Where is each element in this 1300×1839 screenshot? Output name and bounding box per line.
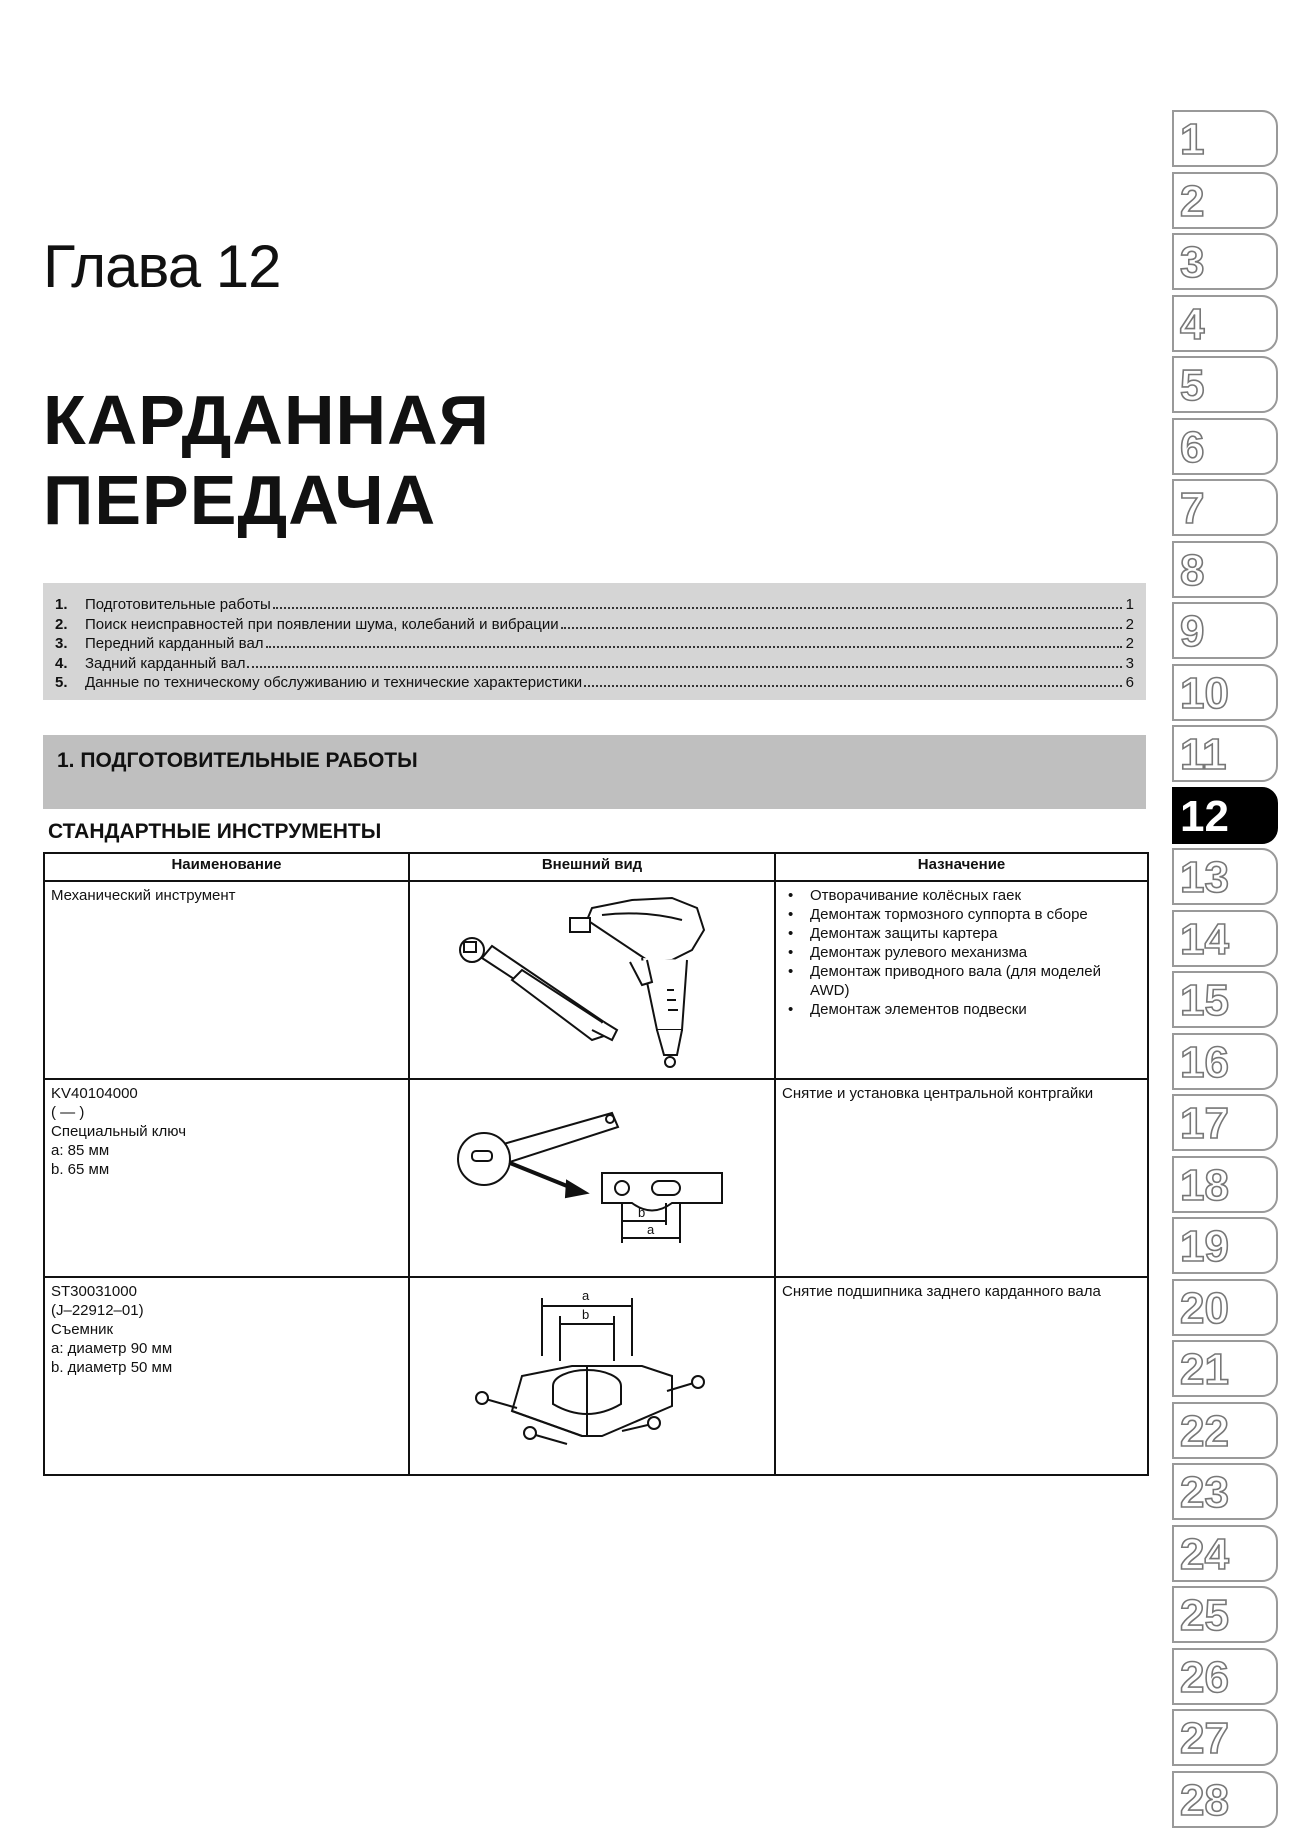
- chapter-tab-2[interactable]: [1172, 172, 1278, 229]
- toc-item-page: 3: [1125, 654, 1134, 672]
- purpose-list: [782, 886, 1141, 1019]
- toc-leader-dots: [273, 607, 1122, 609]
- chapter-tab-19[interactable]: [1172, 1217, 1278, 1274]
- chapter-tab-label: 22: [1180, 1406, 1229, 1456]
- row2-name: [44, 1079, 409, 1277]
- row2-image: [409, 1079, 775, 1277]
- chapter-tab-9[interactable]: [1172, 602, 1278, 659]
- toc-item-title: Подготовительные работы: [85, 596, 271, 613]
- chapter-tab-label: 4: [1180, 299, 1205, 349]
- row3-code: ST30031000: [51, 1283, 137, 1300]
- chapter-title-line2: ПЕРЕДАЧА: [43, 461, 437, 539]
- chapter-tab-label: 26: [1180, 1652, 1229, 1702]
- chapter-tab-11[interactable]: [1172, 725, 1278, 782]
- row3-dim-a: a: диаметр 90 мм: [51, 1340, 173, 1357]
- toc-leader-dots: [561, 627, 1122, 629]
- table-row: [44, 1277, 1148, 1475]
- chapter-tab-label: 6: [1180, 422, 1205, 472]
- special-wrench-illustration: [442, 1093, 742, 1263]
- toc-item[interactable]: [55, 595, 1134, 615]
- row1-purpose: [775, 881, 1148, 1079]
- row2-dim-b: b. 65 мм: [51, 1161, 110, 1178]
- table-row: [44, 881, 1148, 1079]
- row3-alt-code: (J–22912–01): [51, 1302, 144, 1319]
- list-item: • Отворачивание колёсных гаек: [804, 886, 1141, 905]
- chapter-tab-12[interactable]: [1172, 787, 1278, 844]
- chapter-tab-21[interactable]: [1172, 1340, 1278, 1397]
- toc-item-page: 6: [1125, 674, 1134, 691]
- toc-item[interactable]: [55, 654, 1134, 674]
- chapter-tab-label: 21: [1180, 1345, 1229, 1394]
- chapter-title-line1: КАРДАННАЯ: [43, 381, 490, 459]
- table-of-contents: [43, 583, 1146, 700]
- chapter-tab-25[interactable]: [1172, 1586, 1278, 1643]
- row2-dim-a: a: 85 мм: [51, 1142, 110, 1159]
- chapter-tab-16[interactable]: [1172, 1033, 1278, 1090]
- chapter-tab-1[interactable]: [1172, 110, 1278, 167]
- toc-item-title: Поиск неисправностей при появлении шума, колебаний и вибрации: [85, 615, 559, 633]
- list-item: • Демонтаж тормозного суппорта в сборе: [804, 905, 1141, 924]
- chapter-tab-4[interactable]: [1172, 295, 1278, 352]
- chapter-tab-26[interactable]: [1172, 1648, 1278, 1705]
- toc-item-title: Задний карданный вал: [85, 654, 246, 672]
- toc-item[interactable]: [55, 634, 1134, 654]
- chapter-tab-24[interactable]: [1172, 1525, 1278, 1582]
- chapter-tabs: [1172, 110, 1278, 1832]
- toc-item[interactable]: [55, 673, 1134, 693]
- row3-name: [44, 1277, 409, 1475]
- row2-fig-label-b: b: [638, 1205, 646, 1220]
- chapter-tab-label: 20: [1180, 1283, 1229, 1333]
- chapter-tab-label: 14: [1180, 914, 1229, 964]
- chapter-tab-23[interactable]: [1172, 1463, 1278, 1520]
- row2-alt-code: ( — ): [51, 1104, 85, 1121]
- chapter-tab-label: 27: [1180, 1714, 1229, 1763]
- chapter-tab-7[interactable]: [1172, 479, 1278, 536]
- row3-fig-label-b: b: [582, 1307, 590, 1322]
- chapter-tab-label: 2: [1180, 176, 1205, 226]
- chapter-tab-22[interactable]: [1172, 1402, 1278, 1459]
- list-item: • Демонтаж элементов подвески: [804, 1000, 1141, 1019]
- chapter-tab-label: 18: [1180, 1160, 1229, 1210]
- chapter-tab-8[interactable]: [1172, 541, 1278, 598]
- chapter-tab-label: 1: [1180, 115, 1205, 164]
- chapter-label: Глава 12: [43, 233, 281, 300]
- toc-item-number: 3.: [55, 635, 68, 652]
- toc-item-title: Передний карданный вал: [85, 635, 264, 652]
- row3-purpose: [775, 1277, 1148, 1475]
- chapter-tab-label: 15: [1180, 976, 1229, 1025]
- chapter-tab-label: 17: [1180, 1099, 1229, 1148]
- chapter-title: [43, 380, 490, 540]
- chapter-tab-label: 11: [1180, 730, 1227, 779]
- row3-image: [409, 1277, 775, 1475]
- row2-purpose: [775, 1079, 1148, 1277]
- toc-item-page: 1: [1125, 596, 1134, 613]
- list-item: • Демонтаж приводного вала (для моделей AWD): [804, 962, 1141, 1000]
- toc-item-title: Данные по техническому обслуживанию и технические характеристики: [85, 674, 583, 691]
- toc-leader-dots: [584, 685, 1122, 687]
- chapter-tab-label: 25: [1180, 1591, 1229, 1640]
- chapter-tab-13[interactable]: [1172, 848, 1278, 905]
- toc-item-number: 4.: [55, 654, 68, 672]
- chapter-tab-label: 10: [1180, 668, 1229, 718]
- section-header: [43, 735, 1146, 809]
- toc-item-number: 5.: [55, 674, 68, 691]
- header-purpose: Назначение: [775, 853, 1148, 881]
- row2-code: KV40104000: [51, 1085, 138, 1102]
- chapter-tab-label: 5: [1180, 361, 1205, 410]
- section-title: 1. ПОДГОТОВИТЕЛЬНЫЕ РАБОТЫ: [57, 749, 418, 772]
- row2-purpose-text: Снятие и установка центральной контргайки: [782, 1085, 1094, 1102]
- toc-leader-dots: [247, 666, 1122, 668]
- chapter-tab-label: 23: [1180, 1468, 1229, 1517]
- chapter-tab-27[interactable]: [1172, 1709, 1278, 1766]
- chapter-tab-14[interactable]: [1172, 910, 1278, 967]
- row1-name: [44, 881, 409, 1079]
- chapter-tab-17[interactable]: [1172, 1094, 1278, 1151]
- toc-item-number: 1.: [55, 596, 68, 613]
- chapter-tab-28[interactable]: [1172, 1771, 1278, 1828]
- row1-name-line: Механический инструмент: [51, 887, 236, 904]
- tools-table: [43, 852, 1149, 1476]
- chapter-tab-label: 12: [1180, 791, 1229, 841]
- chapter-tab-6[interactable]: [1172, 418, 1278, 475]
- list-item: • Демонтаж защиты картера: [804, 924, 1141, 943]
- chapter-tab-20[interactable]: [1172, 1279, 1278, 1336]
- chapter-tab-label: 9: [1180, 607, 1205, 656]
- chapter-tab-18[interactable]: [1172, 1156, 1278, 1213]
- chapter-tab-label: 16: [1180, 1037, 1229, 1087]
- chapter-tab-label: 28: [1180, 1775, 1229, 1825]
- toc-item-page: 2: [1125, 635, 1134, 652]
- chapter-tab-label: 7: [1180, 484, 1205, 533]
- chapter-tab-label: 19: [1180, 1222, 1229, 1271]
- chapter-tab-15[interactable]: [1172, 971, 1278, 1028]
- row3-tool-name: Съемник: [51, 1321, 114, 1338]
- header-appearance: Внешний вид: [409, 853, 775, 881]
- chapter-tab-label: 8: [1180, 545, 1205, 595]
- table-header-row: [44, 853, 1148, 881]
- toc-item-page: 2: [1125, 615, 1134, 633]
- subsection-title: СТАНДАРТНЫЕ ИНСТРУМЕНТЫ: [48, 820, 382, 843]
- header-name: Наименование: [44, 853, 409, 881]
- list-item: • Демонтаж рулевого механизма: [804, 943, 1141, 962]
- bearing-puller-illustration: [442, 1286, 742, 1466]
- chapter-tab-label: 24: [1180, 1529, 1229, 1579]
- toc-item[interactable]: [55, 615, 1134, 635]
- mechanical-tool-illustration: [442, 890, 742, 1070]
- toc-leader-dots: [266, 646, 1122, 648]
- chapter-tab-label: 3: [1180, 238, 1205, 287]
- row2-fig-label-a: a: [647, 1222, 655, 1237]
- row2-tool-name: Специальный ключ: [51, 1123, 187, 1140]
- chapter-tab-10[interactable]: [1172, 664, 1278, 721]
- chapter-tab-5[interactable]: [1172, 356, 1278, 413]
- row3-dim-b: b. диаметр 50 мм: [51, 1359, 173, 1376]
- row3-purpose-text: Снятие подшипника заднего карданного вала: [782, 1283, 1101, 1300]
- row1-image: [409, 881, 775, 1079]
- chapter-tab-3[interactable]: [1172, 233, 1278, 290]
- toc-item-number: 2.: [55, 615, 68, 633]
- chapter-tab-label: 13: [1180, 853, 1229, 902]
- table-row: [44, 1079, 1148, 1277]
- row3-fig-label-a: a: [582, 1288, 590, 1303]
